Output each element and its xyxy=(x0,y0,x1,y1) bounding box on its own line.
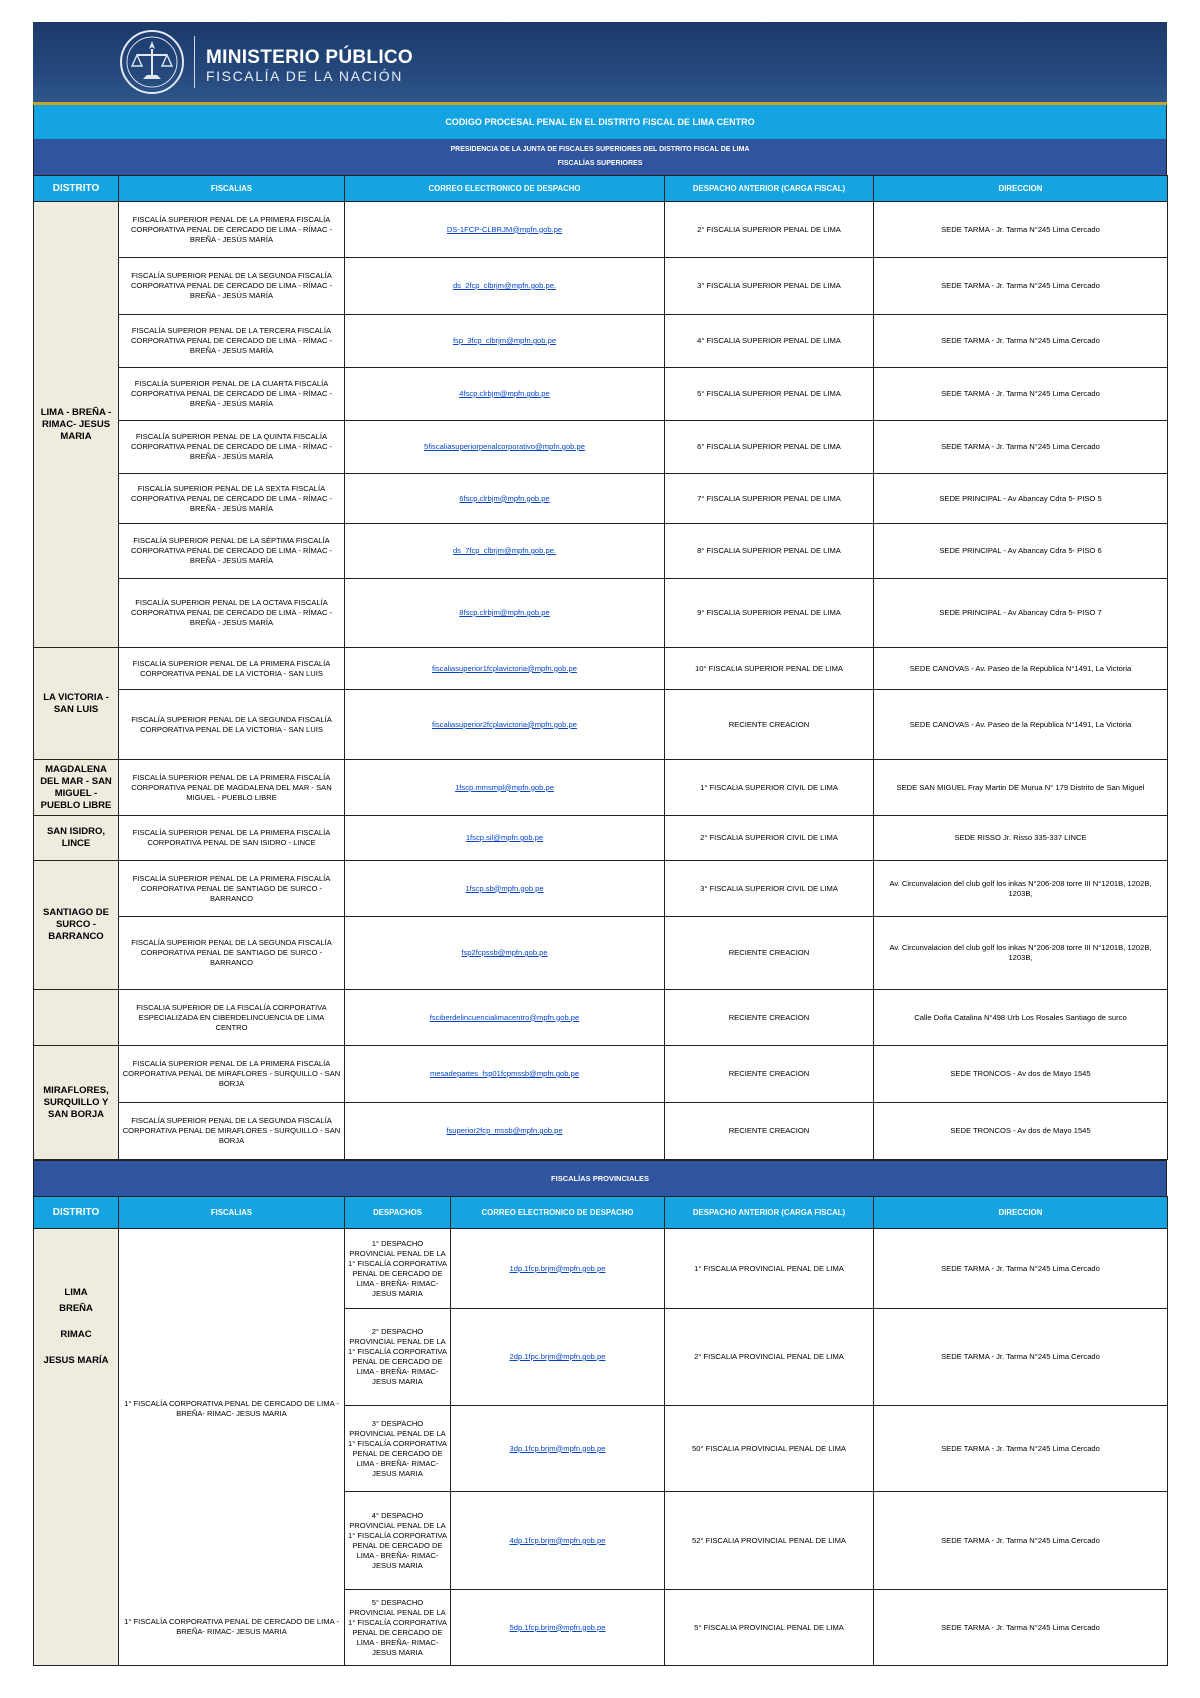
email-link[interactable]: fsp2fcpssb@mpfn.gob.pe xyxy=(345,917,665,990)
document-sheet xyxy=(33,22,1167,1666)
org-subname: FISCALÍA DE LA NACIÓN xyxy=(206,68,403,84)
fiscalia-cell: FISCALÍA SUPERIOR PENAL DE LA PRIMERA FISCALÍA CORPORATIVA PENAL DE MAGDALENA DEL MAR - SAN MIGUEL - PUEBLO LIBRE xyxy=(119,760,345,816)
table-row xyxy=(34,524,1168,579)
table-row xyxy=(34,1590,1168,1666)
district-line: RIMAC xyxy=(60,1329,92,1340)
despacho-anterior-cell: 10° FISCALIA SUPERIOR PENAL DE LIMA xyxy=(665,648,874,690)
col-header-direccion: DIRECCION xyxy=(874,1197,1168,1229)
col-header-despacho-anterior: DESPACHO ANTERIOR (CARGA FISCAL) xyxy=(665,1197,874,1229)
email-link[interactable]: 1fscp.sb@mpfn.gob.pe xyxy=(345,861,665,917)
despacho-anterior-cell: 2° FISCALIA SUPERIOR CIVIL DE LIMA xyxy=(665,816,874,861)
district-san-isidro-lince: SAN ISIDRO, LINCE xyxy=(34,816,119,861)
org-name: MINISTERIO PÚBLICO xyxy=(206,47,414,68)
despacho-anterior-cell: RECIENTE CREACION xyxy=(665,917,874,990)
despacho-anterior-cell: 3° FISCALIA SUPERIOR CIVIL DE LIMA xyxy=(665,861,874,917)
col-header-despachos: DESPACHOS xyxy=(345,1197,451,1229)
direccion-cell: SEDE PRINCIPAL - Av Abancay Cdra 5- PISO 7 xyxy=(874,579,1168,648)
email-link[interactable]: ds_7fcp_clbrjm@mpfn.gob.pe. xyxy=(345,524,665,579)
table-row xyxy=(34,917,1168,990)
direccion-cell: SEDE TARMA - Jr. Tarma N°245 Lima Cercado xyxy=(874,315,1168,368)
despacho-anterior-cell: 4° FISCALIA SUPERIOR PENAL DE LIMA xyxy=(665,315,874,368)
table-row xyxy=(34,421,1168,474)
direccion-cell: SEDE TRONCOS - Av dos de Mayo 1545 xyxy=(874,1046,1168,1103)
despacho-anterior-cell: 2° FISCALIA SUPERIOR PENAL DE LIMA xyxy=(665,202,874,258)
table-row xyxy=(34,690,1168,760)
district-line: LIMA xyxy=(64,1287,88,1298)
direccion-cell: SEDE TRONCOS - Av dos de Mayo 1545 xyxy=(874,1103,1168,1160)
district-miraflores-surquillo-san-borja: MIRAFLORES, SURQUILLO Y SAN BORJA xyxy=(34,1046,119,1160)
direccion-cell: Calle Doña Catalina N°498 Urb Los Rosales Santiago de surco xyxy=(874,990,1168,1046)
despacho-cell: 2° DESPACHO PROVINCIAL PENAL DE LA 1° FISCALÍA CORPORATIVA PENAL DE CERCADO DE LIMA - BREÑA- RIMAC- JESUS MARIA xyxy=(345,1309,451,1406)
col-header-correo: CORREO ELECTRONICO DE DESPACHO xyxy=(345,176,665,202)
email-link[interactable]: 2dp.1fpc.brjm@mpfn.gob.pe xyxy=(451,1309,665,1406)
direccion-cell: Av. Circunvalacion del club golf los inkas N°206-208 torre III N°1201B, 1202B, 1203B, xyxy=(874,861,1168,917)
email-link[interactable]: DS-1FCP-CLBRJM@mpfn.gob.pe xyxy=(345,202,665,258)
despacho-anterior-cell: 7° FISCALIA SUPERIOR PENAL DE LIMA xyxy=(665,474,874,524)
fiscalia-cell: FISCALÍA SUPERIOR PENAL DE LA PRIMERA FISCALÍA CORPORATIVA PENAL DE SANTIAGO DE SURCO - BARRANCO xyxy=(119,861,345,917)
table-header-row xyxy=(34,1197,1168,1229)
despacho-anterior-cell: 1° FISCALIA PROVINCIAL PENAL DE LIMA xyxy=(665,1229,874,1309)
email-link[interactable]: fsciberdelincuencialimacentro@mpfn.gob.pe xyxy=(345,990,665,1046)
direccion-cell: SEDE TARMA - Jr. Tarma N°245 Lima Cercado xyxy=(874,1229,1168,1309)
email-link[interactable]: 6fscp.clrbjm@mpfn.gob.pe xyxy=(345,474,665,524)
table-row xyxy=(34,816,1168,861)
email-link[interactable]: 8fscp.clrbjm@mpfn.gob.pe xyxy=(345,579,665,648)
fiscalia-cell: FISCALÍA SUPERIOR PENAL DE LA PRIMERA FISCALÍA CORPORATIVA PENAL DE MIRAFLORES - SURQUILLO - SAN BORJA xyxy=(119,1046,345,1103)
section-heading-superiores xyxy=(33,139,1167,175)
email-link[interactable]: 5dp.1fcp.brjm@mpfn.gob.pe xyxy=(451,1590,665,1666)
district-la-victoria-san-luis: LA VICTORIA - SAN LUIS xyxy=(34,648,119,760)
table-row xyxy=(34,579,1168,648)
email-link[interactable]: fiscaliasuperior1fcplavictoria@mpfn.gob.pe xyxy=(345,648,665,690)
despacho-anterior-cell: 1° FISCALIA SUPERIOR CIVIL DE LIMA xyxy=(665,760,874,816)
email-link[interactable]: 3dp.1fcp.brjm@mpfn.gob.pe xyxy=(451,1406,665,1492)
email-link[interactable]: 4dp.1fcp.brjm@mpfn.gob.pe xyxy=(451,1492,665,1590)
district-lima-brena-rimac-jesus-maria: LIMA - BREÑA - RIMAC- JESUS MARIA xyxy=(34,202,119,648)
fiscalia-cell: FISCALÍA SUPERIOR PENAL DE LA QUINTA FISCALÍA CORPORATIVA PENAL DE CERCADO DE LIMA - RÍMAC - BREÑA - JESÚS MARÍA xyxy=(119,421,345,474)
document-title: CODIGO PROCESAL PENAL EN EL DISTRITO FISCAL DE LIMA CENTRO xyxy=(33,105,1167,139)
direccion-cell: SEDE TARMA - Jr. Tarma N°245 Lima Cercado xyxy=(874,1492,1168,1590)
direccion-cell: SEDE PRINCIPAL - Av Abancay Cdra 5- PISO 6 xyxy=(874,524,1168,579)
district-magdalena-san-miguel-pueblo-libre: MAGDALENA DEL MAR - SAN MIGUEL - PUEBLO LIBRE xyxy=(34,760,119,816)
despacho-cell: 3° DESPACHO PROVINCIAL PENAL DE LA 1° FISCALÍA CORPORATIVA PENAL DE CERCADO DE LIMA - BREÑA- RIMAC- JESUS MARIA xyxy=(345,1406,451,1492)
district-line: JESUS MARÍA xyxy=(43,1355,109,1366)
fiscalia-cell: FISCALÍA SUPERIOR PENAL DE LA CUARTA FISCALÍA CORPORATIVA PENAL DE CERCADO DE LIMA - RÍMAC - BREÑA - JESÚS MARÍA xyxy=(119,368,345,421)
col-header-correo: CORREO ELECTRONICO DE DESPACHO xyxy=(451,1197,665,1229)
direccion-cell: SEDE PRINCIPAL - Av Abancay Cdra 5- PISO 5 xyxy=(874,474,1168,524)
fiscalia-cell: FISCALÍA SUPERIOR PENAL DE LA SEXTA FISCALÍA CORPORATIVA PENAL DE CERCADO DE LIMA - RÍMAC - BREÑA - JESÚS MARÍA xyxy=(119,474,345,524)
despacho-anterior-cell: RECIENTE CREACION xyxy=(665,690,874,760)
ministerio-seal-icon xyxy=(119,29,185,95)
table-row xyxy=(34,258,1168,315)
table-row xyxy=(34,368,1168,421)
despacho-anterior-cell: 5° FISCALIA PROVINCIAL PENAL DE LIMA xyxy=(665,1590,874,1666)
email-link[interactable]: ds_2fcp_clbrjm@mpfn.gob.pe. xyxy=(345,258,665,315)
direccion-cell: SEDE TARMA - Jr. Tarma N°245 Lima Cercado xyxy=(874,202,1168,258)
fiscalia-cell: FISCALÍA SUPERIOR PENAL DE LA PRIMERA FISCALÍA CORPORATIVA PENAL DE LA VICTORIA - SAN LUIS xyxy=(119,648,345,690)
presidencia-heading: PRESIDENCIA DE LA JUNTA DE FISCALES SUPERIORES DEL DISTRITO FISCAL DE LIMA xyxy=(450,146,750,153)
direccion-cell: SEDE TARMA - Jr. Tarma N°245 Lima Cercado xyxy=(874,1406,1168,1492)
email-link[interactable]: 4fscp.clrbjm@mpfn.gob.pe xyxy=(345,368,665,421)
email-link[interactable]: 1fscp.mmsmpl@mpfn.gob.pe xyxy=(345,760,665,816)
table-row xyxy=(34,990,1168,1046)
fiscalia-cell: FISCALÍA SUPERIOR PENAL DE LA PRIMERA FISCALÍA CORPORATIVA PENAL DE SAN ISIDRO - LINCE xyxy=(119,816,345,861)
district-line: BREÑA xyxy=(59,1303,93,1314)
despacho-cell: 4° DESPACHO PROVINCIAL PENAL DE LA 1° FISCALÍA CORPORATIVA PENAL DE CERCADO DE LIMA - BREÑA- RIMAC- JESUS MARIA xyxy=(345,1492,451,1590)
header-banner xyxy=(33,22,1167,105)
despacho-cell: 1° DESPACHO PROVINCIAL PENAL DE LA 1° FISCALÍA CORPORATIVA PENAL DE CERCADO DE LIMA - BREÑA- RIMAC- JESUS MARIA xyxy=(345,1229,451,1309)
fiscalia-cell: FISCALÍA SUPERIOR PENAL DE LA SEGUNDA FISCALÍA CORPORATIVA PENAL DE CERCADO DE LIMA - RÍMAC - BREÑA - JESÚS MARÍA xyxy=(119,258,345,315)
despacho-anterior-cell: 52° FISCALIA PROVINCIAL PENAL DE LIMA xyxy=(665,1492,874,1590)
direccion-cell: Av. Circunvalacion del club golf los inkas N°206-208 torre III N°1201B, 1202B, 1203B, xyxy=(874,917,1168,990)
despacho-anterior-cell: 3° FISCALIA SUPERIOR PENAL DE LIMA xyxy=(665,258,874,315)
fiscalia-cell: 1° FISCALÍA CORPORATIVA PENAL DE CERCADO DE LIMA - BREÑA- RIMAC- JESUS MARIA xyxy=(119,1229,345,1590)
despacho-anterior-cell: RECIENTE CREACION xyxy=(665,1046,874,1103)
despacho-anterior-cell: 8° FISCALIA SUPERIOR PENAL DE LIMA xyxy=(665,524,874,579)
table-row xyxy=(34,1046,1168,1103)
district-lima-brena-rimac-jesus-maria xyxy=(34,1229,119,1666)
table-row xyxy=(34,861,1168,917)
despacho-anterior-cell: 6° FISCALIA SUPERIOR PENAL DE LIMA xyxy=(665,421,874,474)
despacho-anterior-cell: 50° FISCALIA PROVINCIAL PENAL DE LIMA xyxy=(665,1406,874,1492)
despacho-anterior-cell: 2° FISCALIA PROVINCIAL PENAL DE LIMA xyxy=(665,1309,874,1406)
fiscalia-cell: FISCALÍA SUPERIOR PENAL DE LA SEGUNDA FISCALÍA CORPORATIVA PENAL DE MIRAFLORES - SURQUILLO - SAN BORJA xyxy=(119,1103,345,1160)
col-header-fiscalias: FISCALIAS xyxy=(119,176,345,202)
fiscalia-cell: FISCALÍA SUPERIOR PENAL DE LA SEGUNDA FISCALÍA CORPORATIVA PENAL DE LA VICTORIA - SAN LUIS xyxy=(119,690,345,760)
table-row xyxy=(34,474,1168,524)
table-row xyxy=(34,1103,1168,1160)
district-santiago-de-surco-barranco: SANTIAGO DE SURCO - BARRANCO xyxy=(34,861,119,990)
direccion-cell: SEDE TARMA - Jr. Tarma N°245 Lima Cercado xyxy=(874,1309,1168,1406)
email-link[interactable]: fiscaliasuperior2fcplavictoria@mpfn.gob.pe xyxy=(345,690,665,760)
fiscalias-provinciales-table xyxy=(33,1196,1168,1666)
district-empty xyxy=(34,990,119,1046)
col-header-despacho-anterior: DESPACHO ANTERIOR (CARGA FISCAL) xyxy=(665,176,874,202)
direccion-cell: SEDE TARMA - Jr. Tarma N°245 Lima Cercado xyxy=(874,368,1168,421)
col-header-direccion: DIRECCION xyxy=(874,176,1168,202)
direccion-cell: SEDE CANOVAS - Av. Paseo de la Republica N°1491, La Victoria xyxy=(874,690,1168,760)
despacho-anterior-cell: RECIENTE CREACION xyxy=(665,990,874,1046)
fiscalias-provinciales-heading: FISCALÍAS PROVINCIALES xyxy=(33,1160,1167,1196)
despacho-anterior-cell: 9° FISCALIA SUPERIOR PENAL DE LIMA xyxy=(665,579,874,648)
email-link[interactable]: 1dp.1fcp.brjm@mpfn.gob.pe xyxy=(451,1229,665,1309)
fiscalia-cell: 1° FISCALÍA CORPORATIVA PENAL DE CERCADO DE LIMA - BREÑA- RIMAC- JESUS MARIA xyxy=(119,1590,345,1666)
district-lines xyxy=(37,1287,115,1367)
direccion-cell: SEDE CANOVAS - Av. Paseo de la Republica N°1491, La Victoria xyxy=(874,648,1168,690)
col-header-fiscalias: FISCALIAS xyxy=(119,1197,345,1229)
table-header-row xyxy=(34,176,1168,202)
direccion-cell: SEDE TARMA - Jr. Tarma N°245 Lima Cercado xyxy=(874,258,1168,315)
table-row xyxy=(34,1229,1168,1309)
email-link[interactable]: mesadepartes_fsp01fcpmssb@mpfn.gob.pe xyxy=(345,1046,665,1103)
fiscalia-cell: FISCALÍA SUPERIOR PENAL DE LA SÉPTIMA FISCALÍA CORPORATIVA PENAL DE CERCADO DE LIMA - RÍMAC - BREÑA - JESÚS MARÍA xyxy=(119,524,345,579)
despacho-anterior-cell: 5° FISCALIA SUPERIOR PENAL DE LIMA xyxy=(665,368,874,421)
fiscalias-superiores-table xyxy=(33,175,1168,1160)
direccion-cell: SEDE SAN MIGUEL Fray Martin DE Murua N° 179 Distrito de San Miguel xyxy=(874,760,1168,816)
fiscalia-cell: FISCALÍA SUPERIOR PENAL DE LA OCTAVA FISCALÍA CORPORATIVA PENAL DE CERCADO DE LIMA - RÍMAC - BREÑA - JESÚS MARÍA xyxy=(119,579,345,648)
table-row xyxy=(34,760,1168,816)
table-row xyxy=(34,648,1168,690)
direccion-cell: SEDE TARMA - Jr. Tarma N°245 Lima Cercado xyxy=(874,421,1168,474)
fiscalia-cell: FISCALÍA SUPERIOR PENAL DE LA TERCERA FISCALÍA CORPORATIVA PENAL DE CERCADO DE LIMA - RÍMAC - BREÑA - JESÚS MARÍA xyxy=(119,315,345,368)
fiscalia-cell: FISCALÍA SUPERIOR PENAL DE LA SEGUNDA FISCALÍA CORPORATIVA PENAL DE SANTIAGO DE SURCO - BARRANCO xyxy=(119,917,345,990)
header-divider xyxy=(194,36,195,88)
email-link[interactable]: fsuperior2fcp_mssb@mpfn.gob.pe xyxy=(345,1103,665,1160)
table-row xyxy=(34,202,1168,258)
col-header-distrito: DISTRITO xyxy=(34,176,119,202)
col-header-distrito: DISTRITO xyxy=(34,1197,119,1229)
table-row xyxy=(34,315,1168,368)
email-link[interactable]: 1fscp.sil@mpfn.gob.pe xyxy=(345,816,665,861)
fiscalia-cell: FISCALIA SUPERIOR DE LA FISCALÍA CORPORATIVA ESPECIALIZADA EN CIBERDELINCUENCIA DE LIMA CENTRO xyxy=(119,990,345,1046)
fiscalia-cell: FISCALÍA SUPERIOR PENAL DE LA PRIMERA FISCALÍA CORPORATIVA PENAL DE CERCADO DE LIMA - RÍMAC - BREÑA - JESÚS MARÍA xyxy=(119,202,345,258)
despacho-cell: 5° DESPACHO PROVINCIAL PENAL DE LA 1° FISCALÍA CORPORATIVA PENAL DE CERCADO DE LIMA - BREÑA- RIMAC- JESUS MARIA xyxy=(345,1590,451,1666)
email-link[interactable]: fsp_3fcp_clbrjm@mpfn.gob.pe xyxy=(345,315,665,368)
direccion-cell: SEDE TARMA - Jr. Tarma N°245 Lima Cercado xyxy=(874,1590,1168,1666)
fiscalias-superiores-heading: FISCALÍAS SUPERIORES xyxy=(557,160,643,167)
email-link[interactable]: 5fiscaliasuperiorpenalcorporativo@mpfn.gob.pe xyxy=(345,421,665,474)
direccion-cell: SEDE RISSO Jr. Risso 335-337 LINCE xyxy=(874,816,1168,861)
despacho-anterior-cell: RECIENTE CREACION xyxy=(665,1103,874,1160)
